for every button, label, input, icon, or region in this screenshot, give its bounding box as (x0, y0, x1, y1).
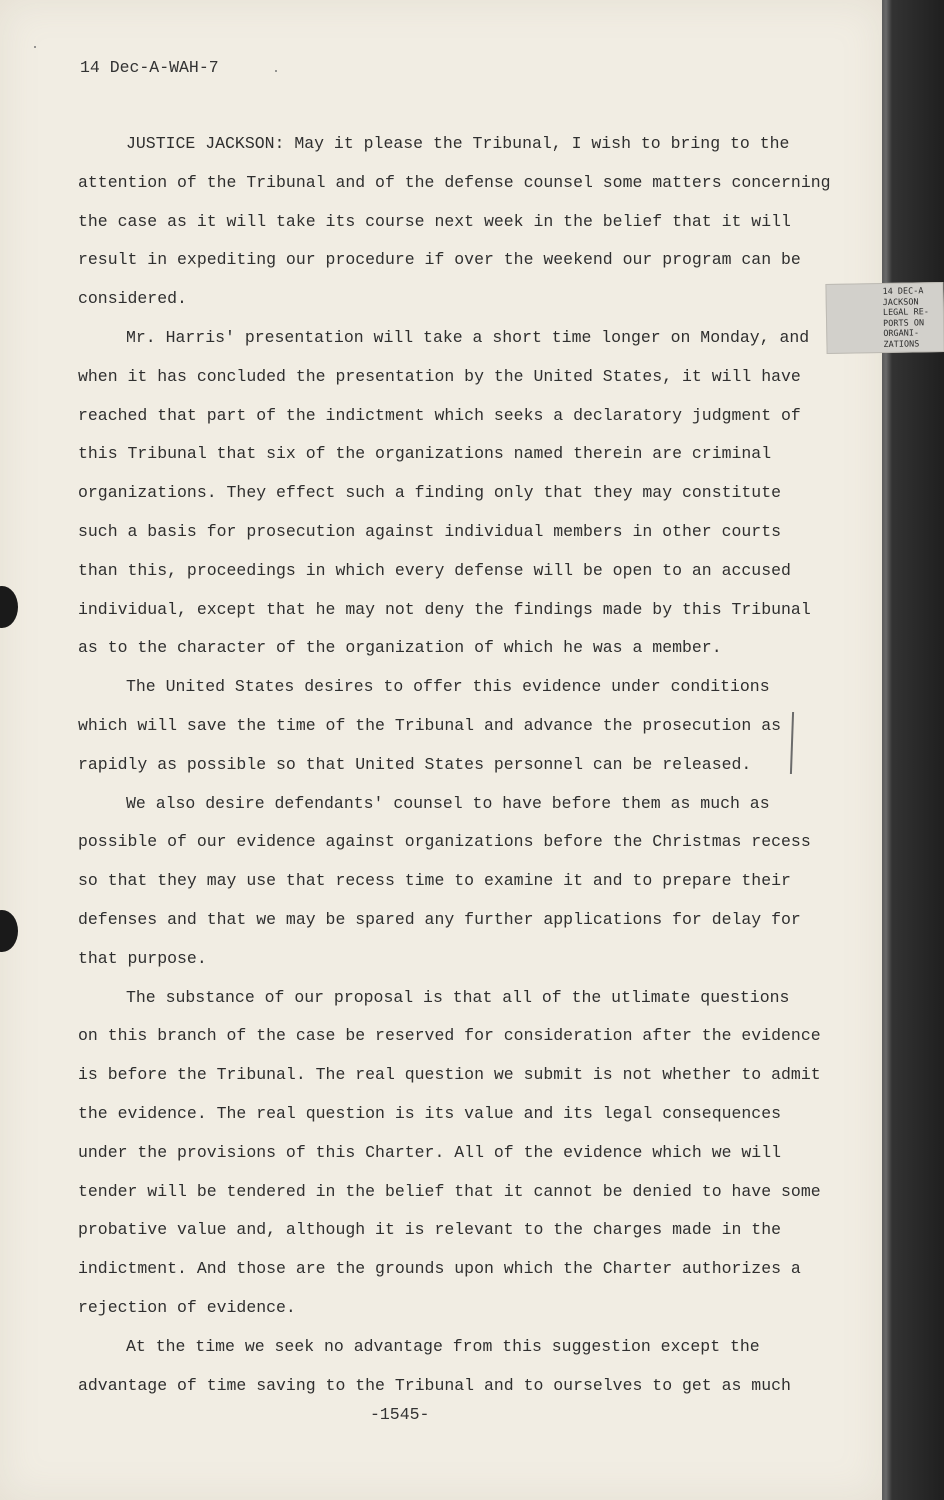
text-line: defenses and that we may be spared any further applications for delay for (78, 909, 801, 929)
paragraph-3 (78, 668, 823, 784)
text-line: reached that part of the indictment which seeks a declaratory judgment of (78, 405, 801, 425)
text-line: probative value and, although it is relevant to the charges made in the (78, 1220, 782, 1240)
text-line: Mr. Harris' presentation will take a short time longer on Monday, and (126, 327, 810, 347)
paragraph-1 (78, 125, 831, 319)
text-line: rapidly as possible so that United States personnel can be released. (78, 754, 752, 774)
text-line: which will save the time of the Tribunal and advance the prosecution as (78, 715, 782, 735)
paper-speck (34, 46, 36, 48)
text-line: when it has concluded the presentation by the United States, it will have (78, 366, 801, 386)
text-line: We also desire defendants' counsel to have before them as much as (126, 793, 770, 813)
margin-index-tab (825, 282, 944, 354)
text-line: on this branch of the case be reserved for consideration after the evidence (78, 1026, 821, 1046)
transcript-body (78, 125, 831, 1405)
paper-speck (275, 70, 277, 72)
tab-line: 14 DEC-A (882, 286, 924, 298)
text-line: the case as it will take its course next week in the belief that it will (78, 211, 791, 231)
text-line: The United States desires to offer this evidence under conditions (126, 677, 770, 697)
tab-line: ORGANI- (883, 328, 920, 340)
text-line: The substance of our proposal is that all of the utlimate questions (126, 987, 790, 1007)
text-line: rejection of evidence. (78, 1297, 296, 1317)
binder-hole-top (0, 586, 18, 628)
paragraph-5 (78, 979, 823, 1328)
tab-line: PORTS ON (883, 318, 925, 329)
page-number: -1545- (370, 1405, 430, 1424)
binder-hole-bottom (0, 910, 18, 952)
paragraph-6 (78, 1328, 823, 1406)
text-line: indictment. And those are the grounds upon which the Charter authorizes a (78, 1259, 801, 1279)
text-line: such a basis for prosecution against individual members in other courts (78, 521, 782, 541)
text-line: under the provisions of this Charter. All of the evidence which we will (78, 1142, 782, 1162)
text-line: organizations. They effect such a finding only that they may constitute (78, 483, 782, 503)
text-line: than this, proceedings in which every defense will be open to an accused (78, 560, 791, 580)
text-line: considered. (78, 289, 187, 309)
text-line: the evidence. The real question is its value and its legal consequences (78, 1103, 782, 1123)
text-line: as to the character of the organization of which he was a member. (78, 638, 722, 658)
text-line: this Tribunal that six of the organizations named therein are criminal (78, 444, 772, 464)
paragraph-4 (78, 785, 823, 979)
tab-line: LEGAL RE- (882, 307, 930, 319)
text-line: tender will be tendered in the belief that it cannot be denied to have some (78, 1181, 821, 1201)
text-line: result in expediting our procedure if over the weekend our program can be (78, 250, 801, 270)
tab-line: JACKSON (882, 297, 919, 308)
text-line: advantage of time saving to the Tribunal and to ourselves to get as much (78, 1375, 791, 1395)
tab-line: ZATIONS (883, 339, 920, 350)
text-line: is before the Tribunal. The real question we submit is not whether to admit (78, 1065, 821, 1085)
paragraph-2 (78, 319, 823, 668)
binder-spine (882, 0, 944, 1500)
text-line: individual, except that he may not deny the findings made by this Tribunal (78, 599, 811, 619)
text-line: attention of the Tribunal and of the defense counsel some matters concerning (78, 172, 831, 192)
text-line: so that they may use that recess time to examine it and to prepare their (78, 871, 791, 891)
text-line: At the time we seek no advantage from this suggestion except the (126, 1336, 760, 1356)
text-line: that purpose. (78, 948, 207, 968)
text-line: JUSTICE JACKSON: May it please the Tribunal, I wish to bring to the (126, 134, 790, 153)
text-line: possible of our evidence against organizations before the Christmas recess (78, 832, 811, 852)
document-header-id: 14 Dec-A-WAH-7 (80, 58, 219, 77)
